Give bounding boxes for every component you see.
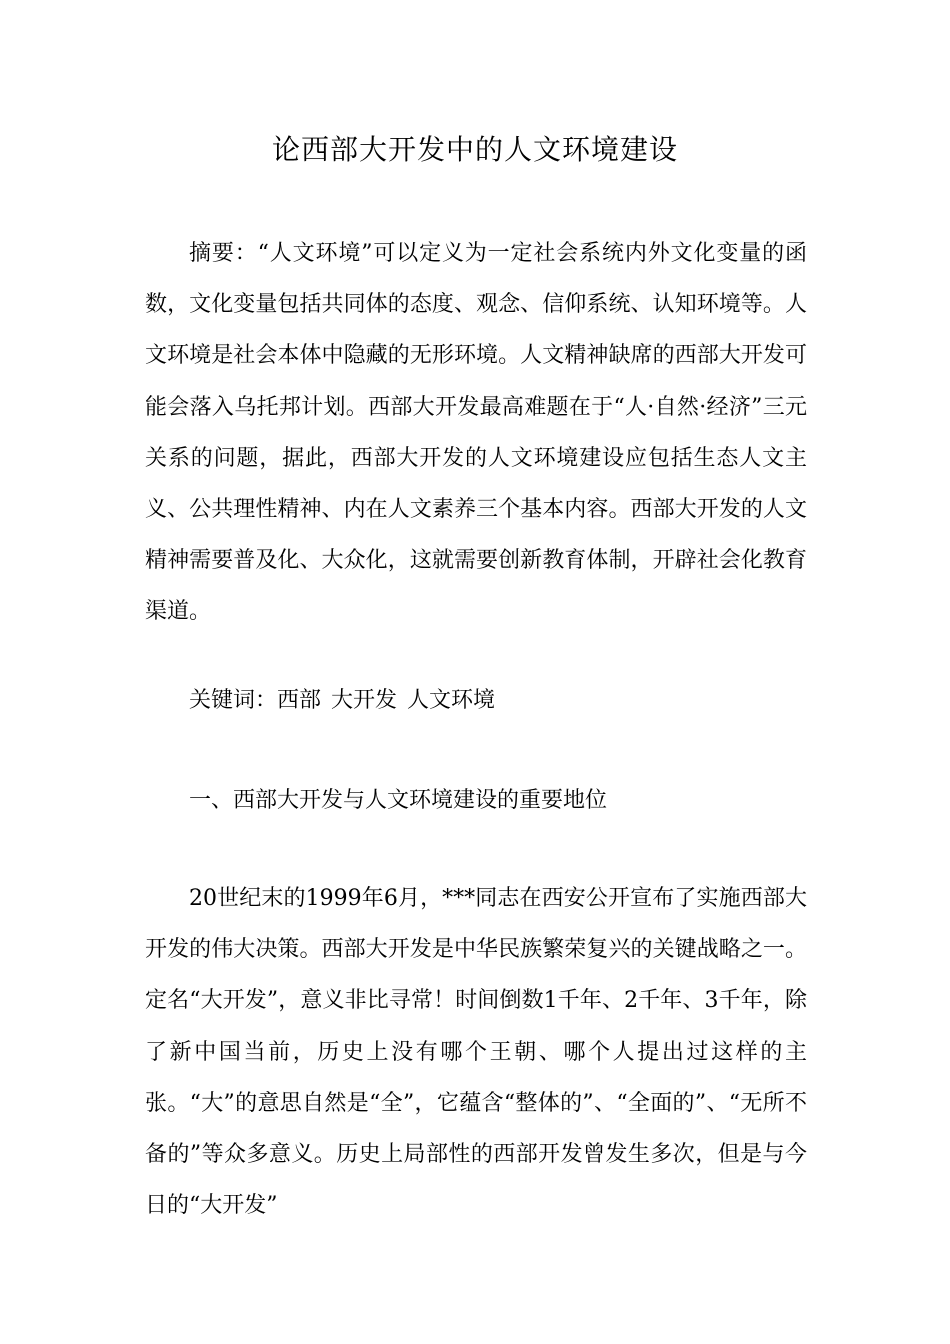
keyword-item: 大开发 <box>331 688 398 713</box>
section-heading: 一、西部大开发与人文环境建设的重要地位 <box>189 788 608 813</box>
body-paragraph: 20世纪末的1999年6月，***同志在西安公开宣布了实施西部大开发的伟大决策。西部大开发是中华民族繁荣复兴的关键战略之一。定名“大开发”，意义非比寻常！时间倒数1千年、2千年、3千年，除了新中国当前，历史上没有哪个王朝、哪个人提出过这样的主张。“大”的意思自然是“全”，它蕴含“整体的”、“全面的”、“无所不备的”等众多意义。历史上局部性的西部开发曾发生多次，但是与今日的“大开发” <box>145 886 807 1219</box>
keywords-line <box>145 675 807 726</box>
keyword-item: 西部 <box>277 688 322 713</box>
keywords-label: 关键词： <box>189 688 278 713</box>
keyword-item: 人文环境 <box>407 688 496 713</box>
document-title: 论西部大开发中的人文环境建设 <box>271 133 678 166</box>
abstract-paragraph: 摘要：“人文环境”可以定义为一定社会系统内外文化变量的函数，文化变量包括共同体的态度、观念、信仰系统、认知环境等。人文环境是社会本体中隐藏的无形环境。人文精神缺席的西部大开发可能会落入乌托邦计划。西部大开发最高难题在于“人·自然·经济”三元关系的问题，据此，西部大开发的人文环境建设应包括生态人文主义、公共理性精神、内在人文素养三个基本内容。西部大开发的人文精神需要普及化、大众化，这就需要创新教育体制，开辟社会化教育渠道。 <box>145 241 807 625</box>
